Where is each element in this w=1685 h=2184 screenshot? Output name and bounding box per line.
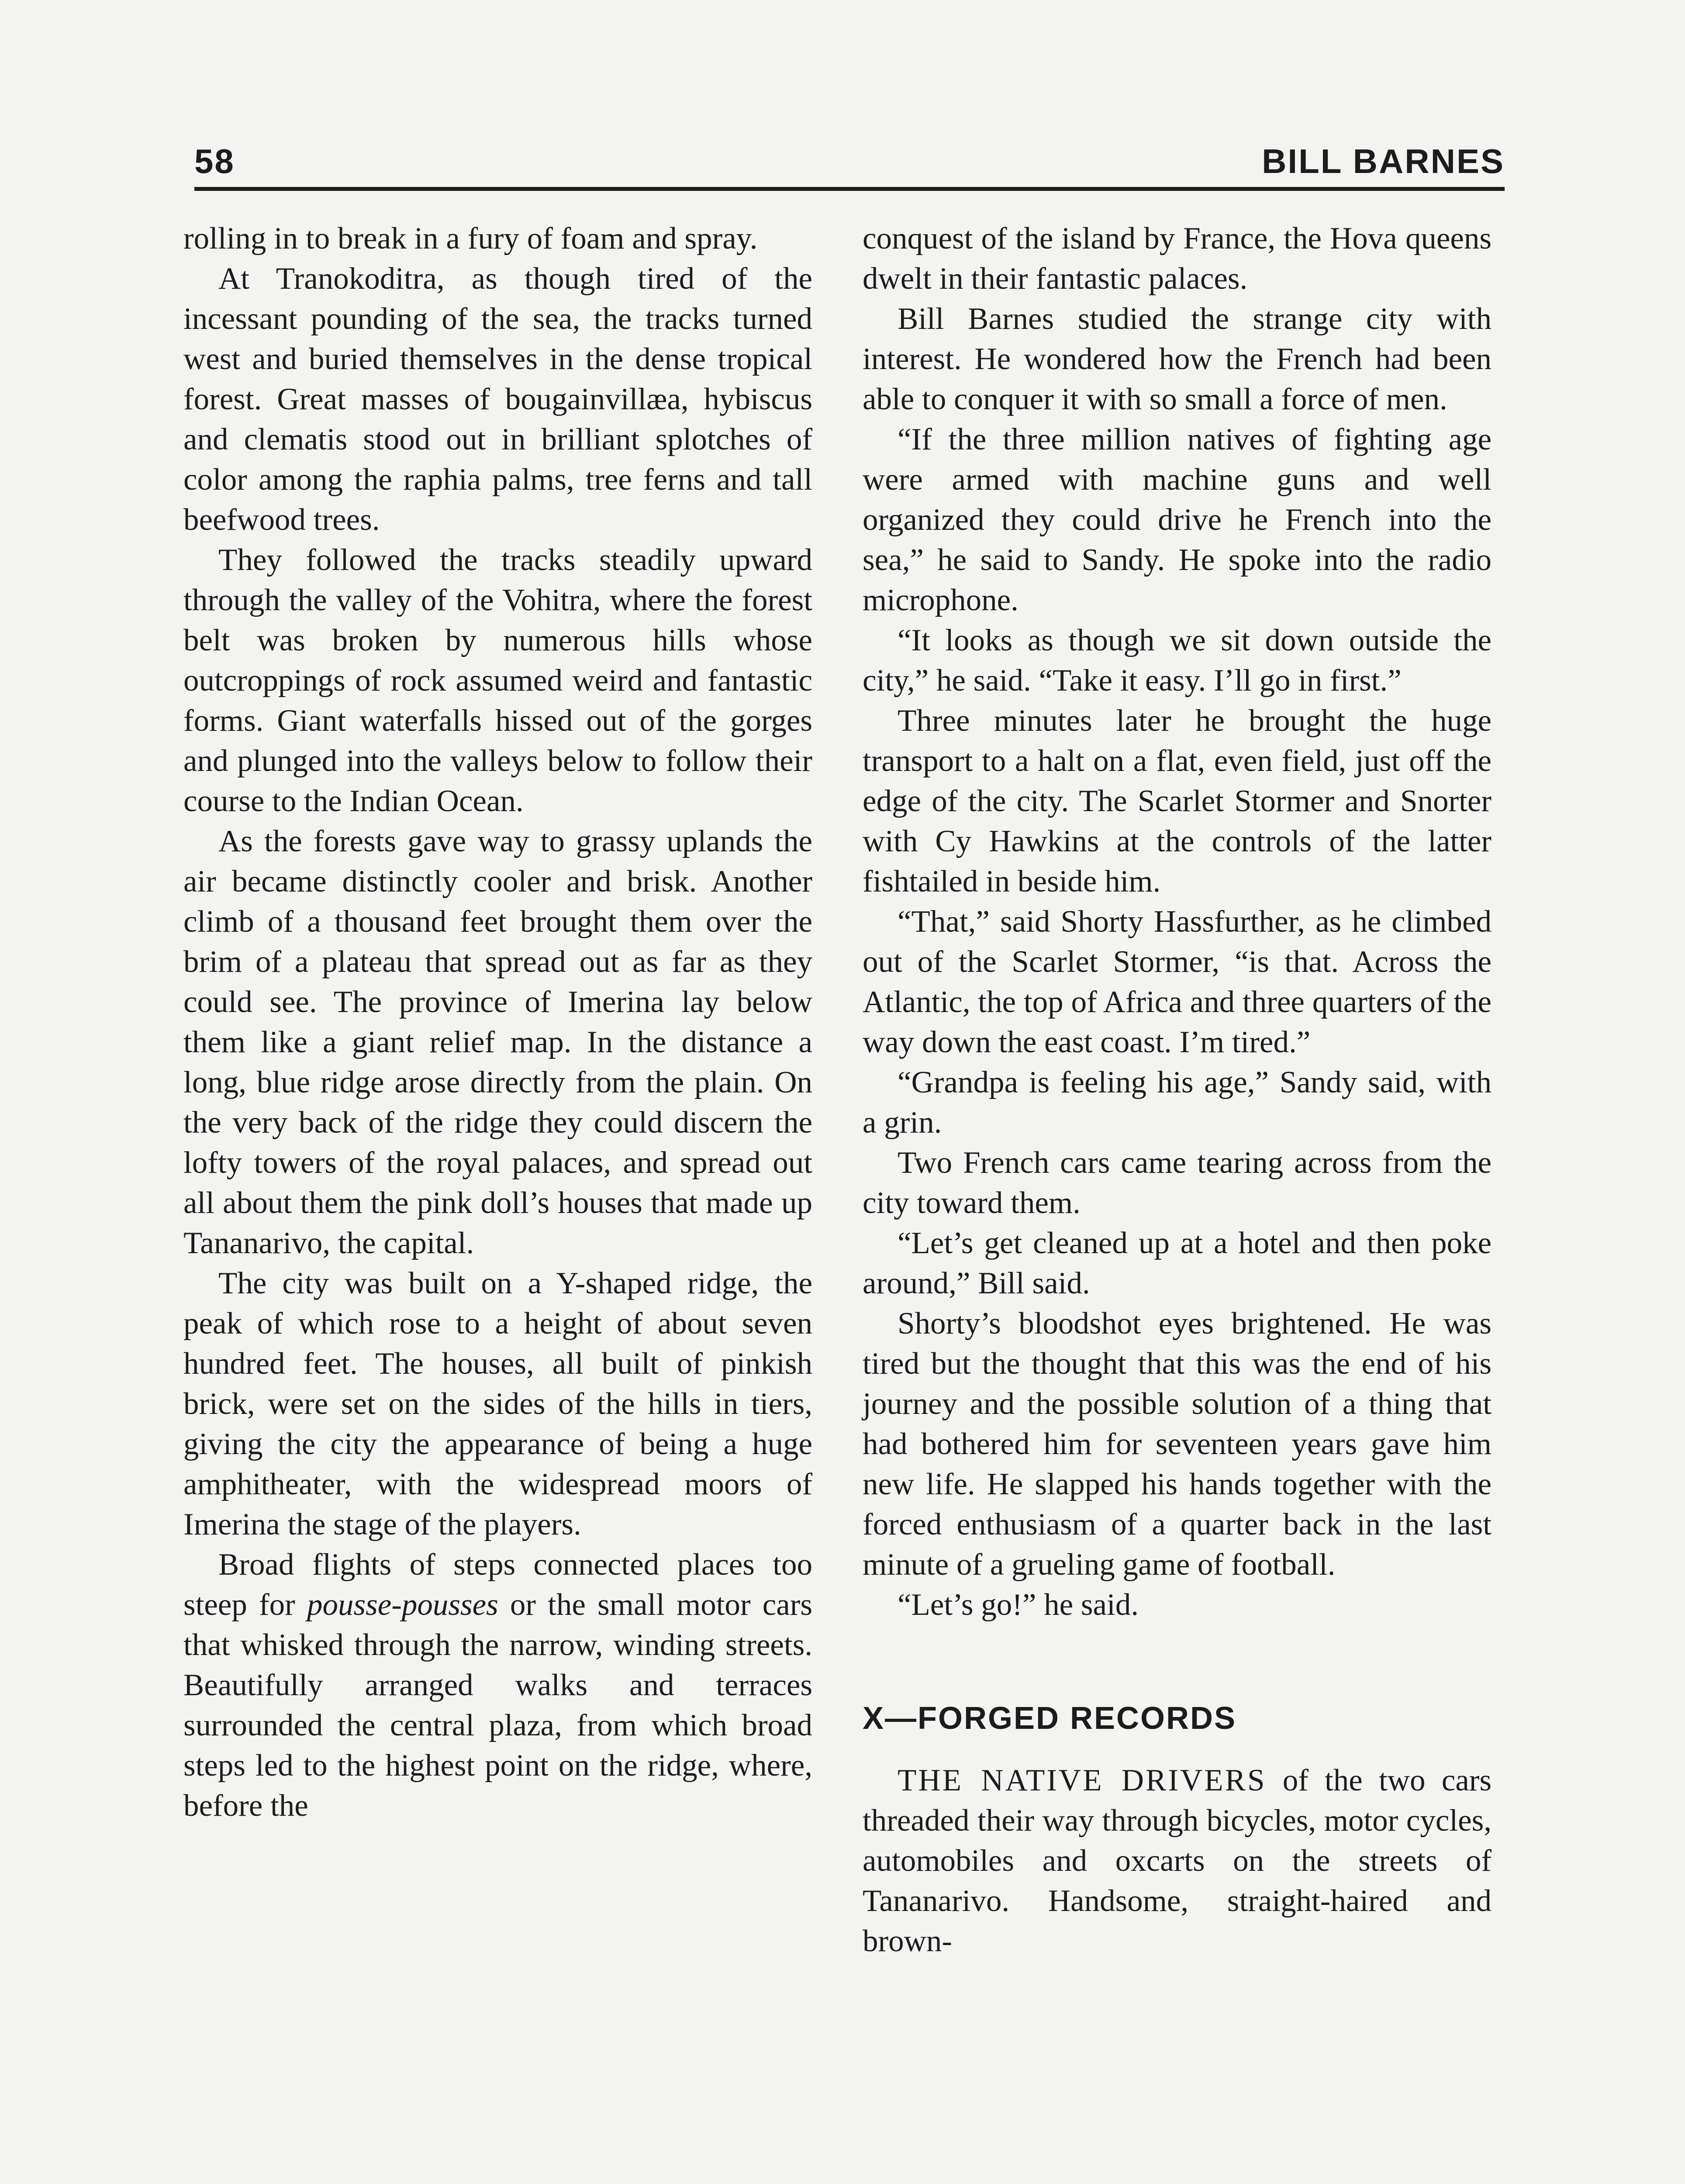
header-rule: [194, 187, 1505, 191]
paragraph: “If the three million natives of fighting age were armed with machine guns and well organized they could drive he French into the sea,” he said to Sandy. He spoke into the radio microphone.: [863, 422, 1492, 617]
paragraph: Shorty’s bloodshot eyes brightened. He was tired but the thought that this was the end of his journey and the possible solution of a thing that had bothered him for seventeen years gave him new life. He slapped his hands together with the forced enthusiasm of a quarter back in the last minute of a grueling game of football.: [863, 1306, 1492, 1582]
paragraph: [863, 1760, 1492, 1961]
lead-in-caps: THE NATIVE DRIVERS: [898, 1763, 1267, 1797]
paragraph-text: or the small motor cars that whisked through the narrow, winding streets. Beautifully arranged walks and terraces surrounded the central plaza, from which broad steps led to the highest point on the ridge, where, before the: [183, 1588, 813, 1823]
paragraph: conquest of the island by France, the Hova queens dwelt in their fantastic palaces.: [863, 221, 1492, 296]
running-head: BILL BARNES: [1262, 142, 1505, 180]
chapter-heading: X—FORGED RECORDS: [863, 1701, 1237, 1736]
paragraph: Three minutes later he brought the huge transport to a halt on a flat, even field, just off the edge of the city. The Scarlet Stormer and Snorter with Cy Hawkins at the controls of the latter fishtailed in beside him.: [863, 704, 1492, 898]
page-header: [194, 139, 1505, 187]
paragraph: rolling in to break in a fury of foam and spray.: [183, 221, 758, 256]
paragraph: Two French cars came tearing across from the city toward them.: [863, 1146, 1492, 1220]
paragraph: They followed the tracks steadily upward through the valley of the Vohitra, where the forest belt was broken by numerous hills whose outcroppings of rock assumed weird and fantastic forms. Giant waterfalls hissed out of the gorges and plunged into the valleys below to follow their course to the Indian Ocean.: [183, 543, 812, 818]
paragraph: As the forests gave way to grassy uplands the air became distinctly cooler and brisk. Another climb of a thousand feet brought them over the brim of a plateau that spread out as far as they could see. The province of Imerina lay below them like a giant relief map. In the distance a long, blue ridge arose directly from the plain. On the very back of the ridge they could discern the lofty towers of the royal palaces, and spread out all about them the pink doll’s houses that made up Tananarivo, the capital.: [183, 824, 812, 1260]
right-column: [863, 218, 1492, 2184]
paragraph: Bill Barnes studied the strange city with interest. He wondered how the French had been able to conquer it with so small a force of men.: [863, 302, 1492, 416]
paragraph: “Let’s get cleaned up at a hotel and then poke around,” Bill said.: [863, 1226, 1492, 1300]
left-column: [183, 218, 812, 2184]
paragraph-text: of the two cars threaded their way through bicycles, motor cycles, automobiles and oxcarts on the streets of Tananarivo. Handsome, straight-haired and brown-: [863, 1763, 1492, 1958]
paragraph: “Let’s go!” he said.: [898, 1588, 1139, 1622]
paragraph: The city was built on a Y-shaped ridge, the peak of which rose to a height of about seven hundred feet. The houses, all built of pinkish brick, were set on the sides of the hills in tiers, giving the city the appearance of being a huge amphitheater, with the widespread moors of Imerina the stage of the players.: [183, 1266, 812, 1541]
paragraph: “Grandpa is feeling his age,” Sandy said, with a grin.: [863, 1065, 1492, 1140]
paragraph-text: Broad flights of steps connected places too steep for: [183, 1548, 812, 1622]
paragraph: “It looks as though we sit down outside the city,” he said. “Take it easy. I’ll go in first.”: [863, 623, 1492, 698]
paragraph: “That,” said Shorty Hassfurther, as he climbed out of the Scarlet Stormer, “is that. Across the Atlantic, the top of Africa and three quarters of the way down the east coast. I’m tired.”: [863, 905, 1492, 1059]
paragraph: [183, 1545, 812, 1826]
page-number: 58: [194, 142, 235, 180]
paragraph: At Tranokoditra, as though tired of the incessant pounding of the sea, the tracks turned west and buried themselves in the dense tropical forest. Great masses of bougainvillæa, hybiscus and clematis stood out in brilliant splotches of color among the raphia palms, tree ferns and tall beefwood trees.: [183, 262, 812, 537]
italic-term: pousse-pousses: [307, 1588, 498, 1622]
